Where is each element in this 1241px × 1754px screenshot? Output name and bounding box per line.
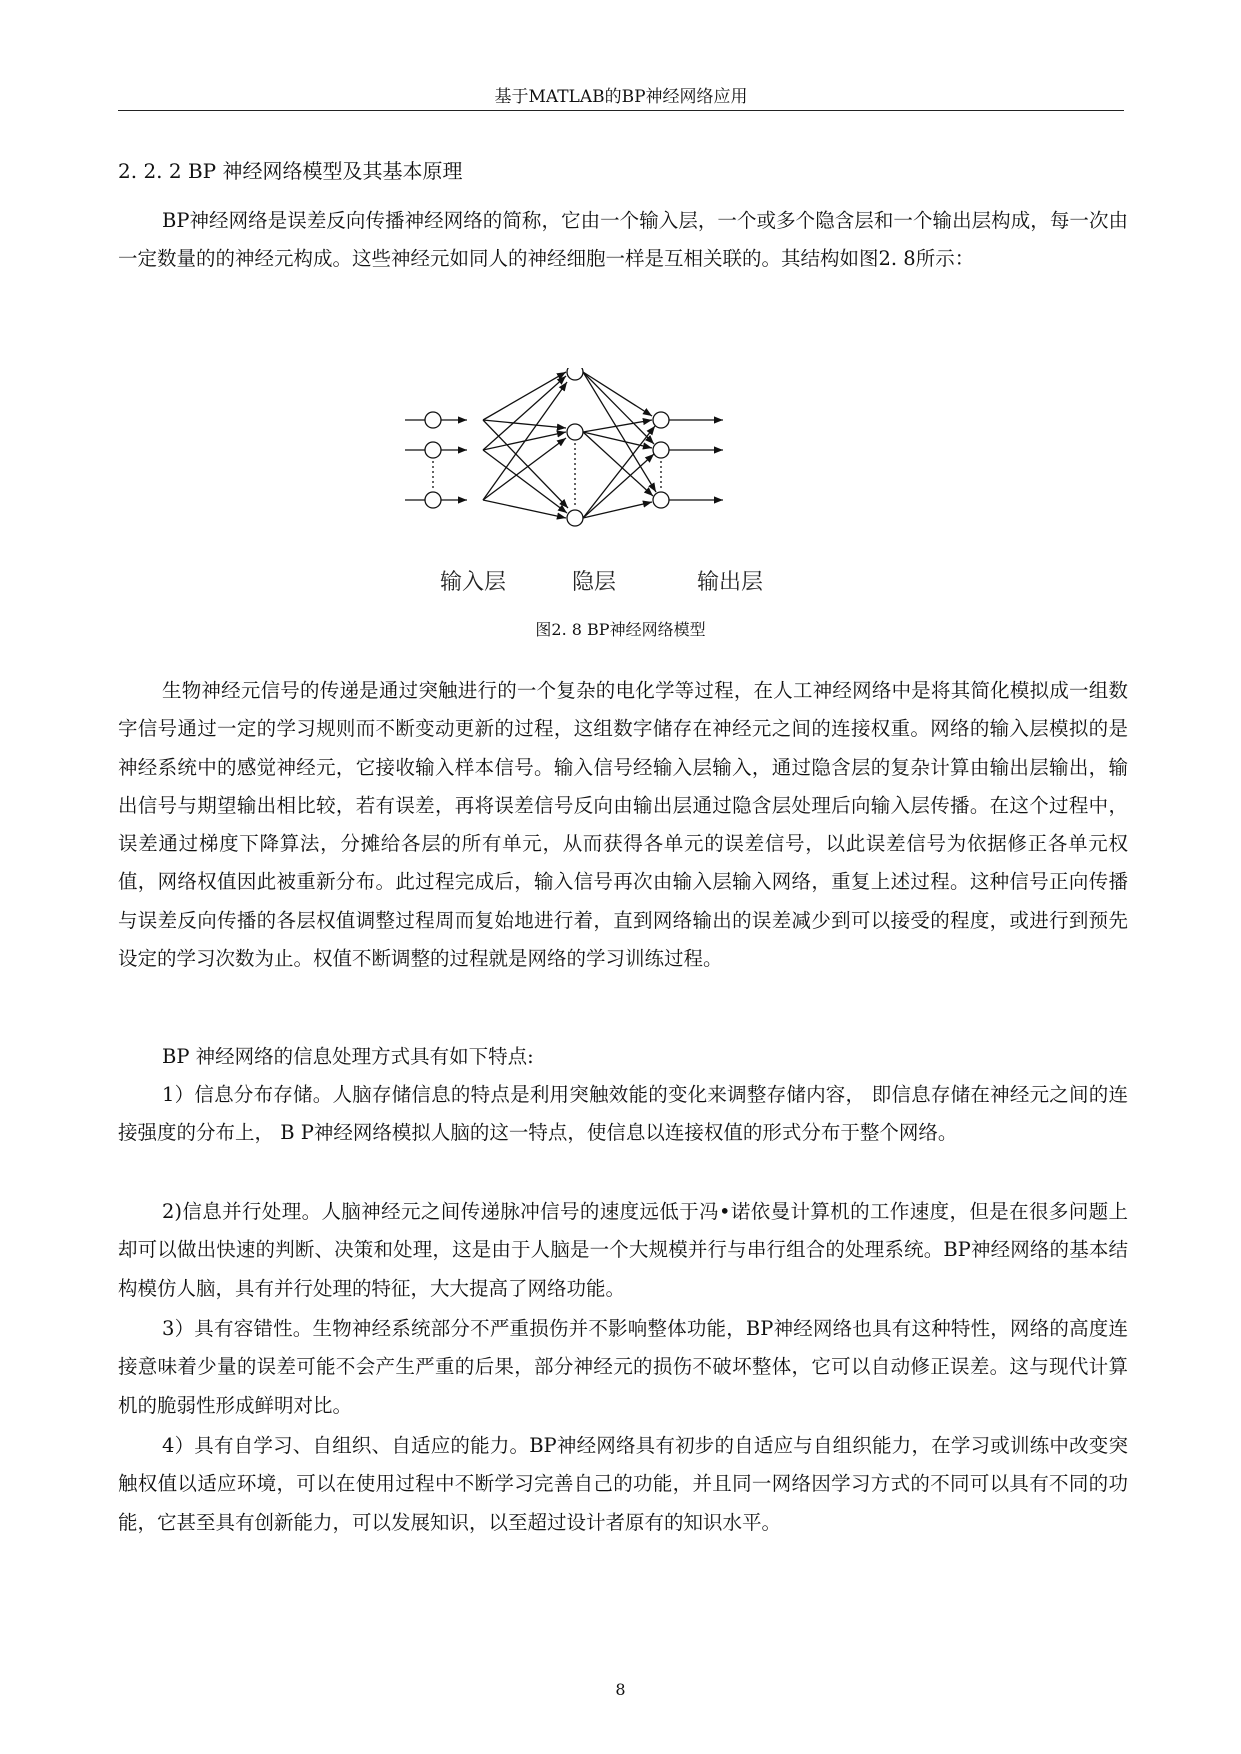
output-node <box>653 412 669 428</box>
paragraph-feature-3: 3）具有容错性。生物神经系统部分不严重损伤并不影响整体功能，BP神经网络也具有这种特性，网络的高度连接意味着少量的误差可能不会产生严重的后果，部分神经元的损伤不破坏整体，它可以自动修正误差。这与现代计算机的脆弱性形成鲜明对比。 <box>118 1317 1128 1417</box>
section-heading: 2. 2. 2 BP 神经网络模型及其基本原理 <box>118 159 463 183</box>
paragraph-process: 生物神经元信号的传递是通过突触进行的一个复杂的电化学等过程，在人工神经网络中是将其简化模拟成一组数字信号通过一定的学习规则而不断变动更新的过程，这组数字储存在神经元之间的连接权重。网络的输入层模拟的是神经系统中的感觉神经元，它接收输入样本信号。输入信号经输入层输入，通过隐含层的复杂计算由输出层输出，输出信号与期望输出相比较，若有误差，再将误差信号反向由输出层通过隐含层处理后向输入层传播。在这个过程中，误差通过梯度下降算法，分摊给各层的所有单元，从而获得各单元的误差信号，以此误差信号为依据修正各单元权值，网络权值因此被重新分布。此过程完成后，输入信号再次由输入层输入网络，重复上述过程。这种信号正向传播与误差反向传播的各层权值调整过程周而复始地进行着，直到网络输出的误差减少到可以接受的程度，或进行到预先设定的学习次数为止。权值不断调整的过程就是网络的学习训练过程。 <box>118 679 1128 971</box>
connection <box>583 372 652 416</box>
figure-caption: 图2. 8 BP神经网络模型 <box>535 620 706 639</box>
connection <box>583 372 654 444</box>
paragraph-feature-2: 2)信息并行处理。人脑神经元之间传递脉冲信号的速度远低于冯•诺依曼计算机的工作速度，但是在很多问题上却可以做出快速的判断、决策和处理，这是由于人脑是一个大规模并行与串行组合的处理系统。BP神经网络的基本结构模仿人脑，具有并行处理的特征，大大提高了网络功能。 <box>118 1200 1128 1300</box>
paragraph-intro: BP神经网络是误差反向传播神经网络的简称，它由一个输入层，一个或多个隐含层和一个输出层构成，每一次由一定数量的的神经元构成。这些神经元如同人的神经细胞一样是互相关联的。其结构如图2. 8所示： <box>118 209 1128 271</box>
connection <box>583 372 656 492</box>
page-number: 8 <box>615 1680 626 1699</box>
paragraph-features-intro: BP 神经网络的信息处理方式具有如下特点: <box>162 1045 534 1068</box>
paragraph-feature-4: 4）具有自学习、自组织、自适应的能力。BP神经网络具有初步的自适应与自组织能力，在学习或训练中改变突触权值以适应环境，可以在使用过程中不断学习完善自己的功能，并且同一网络因学习方式的不同可以具有不同的功能，它甚至具有创新能力，可以发展知识，以至超过设计者原有的知识水平。 <box>118 1434 1128 1534</box>
label-hidden-layer: 隐层 <box>572 570 617 595</box>
diagram-nodes <box>425 368 669 526</box>
input-node <box>425 442 441 458</box>
hidden-node <box>567 510 583 526</box>
connection <box>583 432 652 448</box>
output-node <box>653 492 669 508</box>
hidden-node <box>567 424 583 440</box>
connection <box>583 420 652 432</box>
running-header: 基于MATLAB的BP神经网络应用 <box>494 87 748 107</box>
output-node <box>653 442 669 458</box>
connection <box>483 420 568 508</box>
diagram-connections <box>405 372 723 518</box>
header-rule <box>118 110 1124 111</box>
label-input-layer: 输入层 <box>440 570 507 595</box>
input-node <box>425 492 441 508</box>
paragraph-feature-1: 1）信息分布存储。人脑存储信息的特点是利用突触效能的变化来调整存储内容， 即信息存储在神经元之间的连接强度的分布上， B P神经网络模拟人脑的这一特点，使信息以连接权值的形式分布于整个网络。 <box>118 1083 1128 1145</box>
hidden-node <box>567 368 583 380</box>
label-output-layer: 输出层 <box>697 570 764 595</box>
connection <box>483 420 566 428</box>
input-node <box>425 412 441 428</box>
